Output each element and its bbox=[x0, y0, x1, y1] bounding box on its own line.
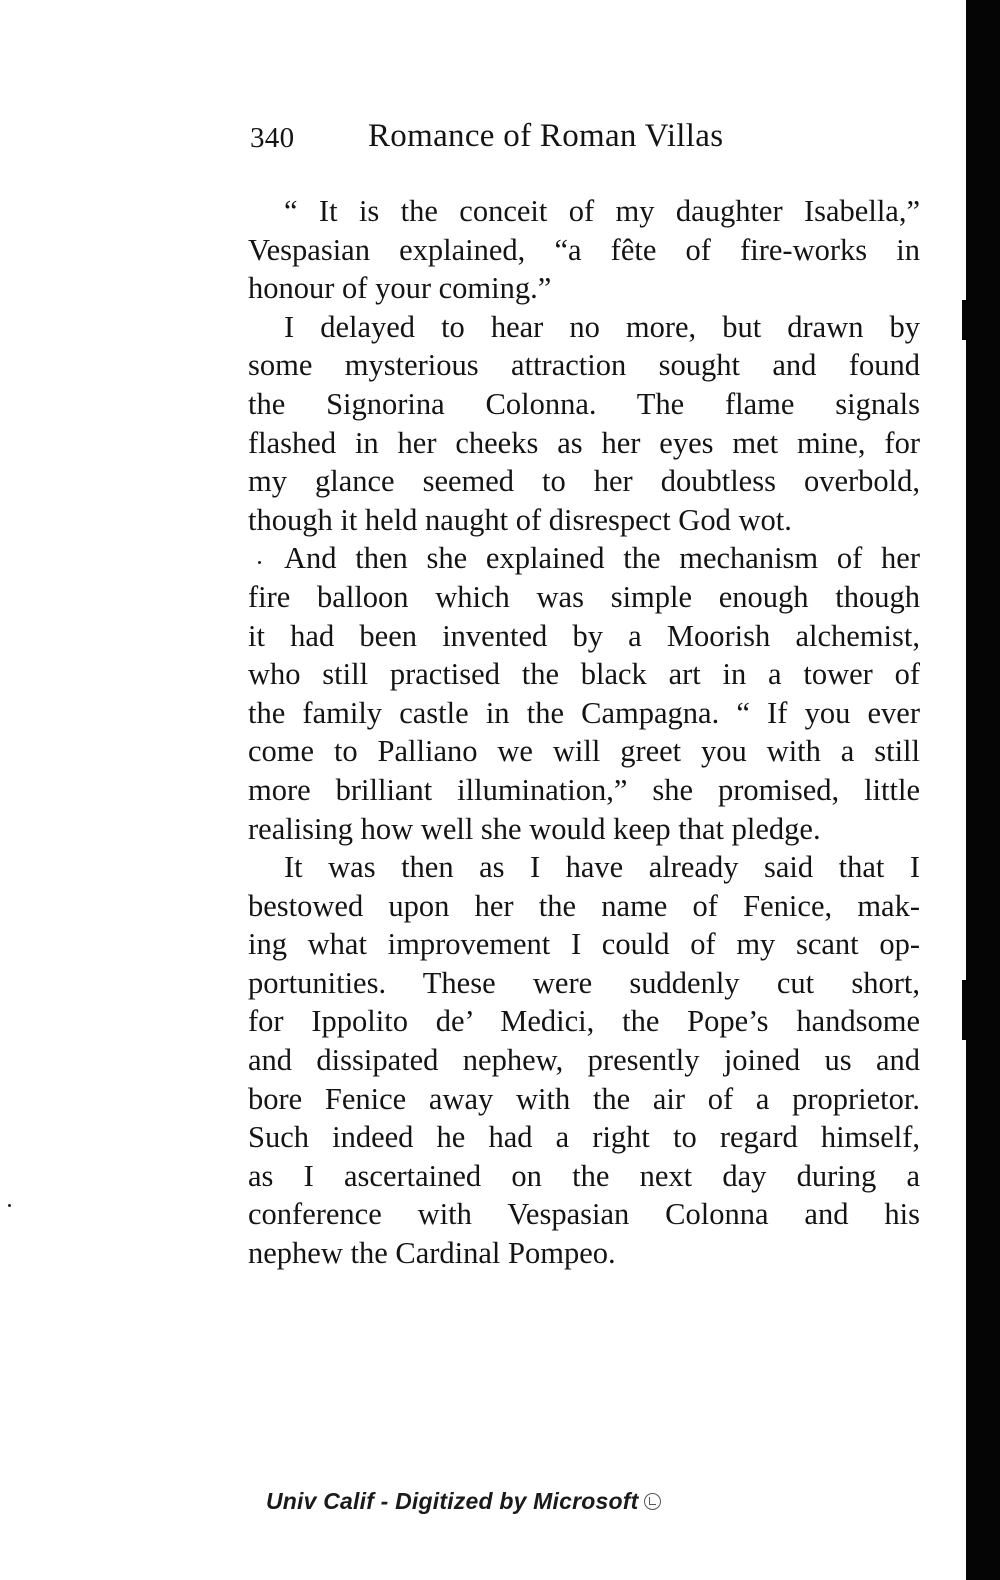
text-line: for Ippolito de’ Medici, the Pope’s handsome bbox=[248, 1004, 920, 1039]
body-text bbox=[248, 192, 920, 1273]
microsoft-logo-icon bbox=[644, 1493, 661, 1510]
text-line: the family castle in the Campagna. “ If you ever bbox=[248, 695, 920, 730]
text-line: and dissipated nephew, presently joined us and bbox=[248, 1043, 920, 1078]
text-line: bore Fenice away with the air of a proprietor. bbox=[248, 1081, 920, 1116]
text-line: portunities. These were suddenly cut short, bbox=[248, 965, 920, 1000]
text-line: my glance seemed to her doubtless overbold, bbox=[248, 464, 920, 499]
text-line: conference with Vespasian Colonna and his bbox=[248, 1197, 920, 1232]
text-line: Such indeed he had a right to regard himself, bbox=[248, 1120, 920, 1155]
text-line: And then she explained the mechanism of her bbox=[284, 541, 920, 576]
text-line: bestowed upon her the name of Fenice, mak- bbox=[248, 888, 920, 923]
scan-edge-notch bbox=[962, 980, 970, 1040]
digitization-watermark bbox=[266, 1488, 661, 1515]
text-line: “ It is the conceit of my daughter Isabella,” bbox=[284, 194, 920, 228]
text-line: It was then as I have already said that I bbox=[284, 850, 920, 885]
text-line: it had been invented by a Moorish alchemist, bbox=[248, 618, 920, 653]
text-line: nephew the Cardinal Pompeo. bbox=[248, 1236, 616, 1271]
scan-edge-notch bbox=[962, 300, 970, 340]
text-line: flashed in her cheeks as her eyes met mine, for bbox=[248, 425, 920, 460]
watermark-text: Univ Calif - Digitized by Microsoft bbox=[266, 1488, 639, 1514]
text-line: some mysterious attraction sought and found bbox=[248, 348, 920, 383]
scan-edge-shadow bbox=[966, 0, 1000, 1580]
running-title: Romance of Roman Villas bbox=[368, 118, 724, 154]
text-line: ing what improvement I could of my scant op- bbox=[248, 927, 920, 962]
scan-speck bbox=[258, 561, 261, 564]
text-line: I delayed to hear no more, but drawn by bbox=[284, 309, 920, 344]
text-line: the Signorina Colonna. The flame signals bbox=[248, 386, 920, 421]
text-line: more brilliant illumination,” she promised, little bbox=[248, 772, 920, 807]
text-line: who still practised the black art in a tower of bbox=[248, 657, 920, 692]
page-number: 340 bbox=[250, 122, 295, 154]
text-line: as I ascertained on the next day during a bbox=[248, 1158, 920, 1193]
text-line: Vespasian explained, “a fête of fire-works in bbox=[248, 232, 920, 267]
text-line: honour of your coming.” bbox=[248, 271, 552, 306]
scan-speck bbox=[8, 1204, 11, 1207]
text-line: come to Palliano we will greet you with a still bbox=[248, 734, 920, 769]
text-line: though it held naught of disrespect God wot. bbox=[248, 502, 792, 537]
text-line: realising how well she would keep that pledge. bbox=[248, 811, 821, 846]
running-header bbox=[250, 118, 930, 168]
text-line: fire balloon which was simple enough though bbox=[248, 579, 920, 614]
